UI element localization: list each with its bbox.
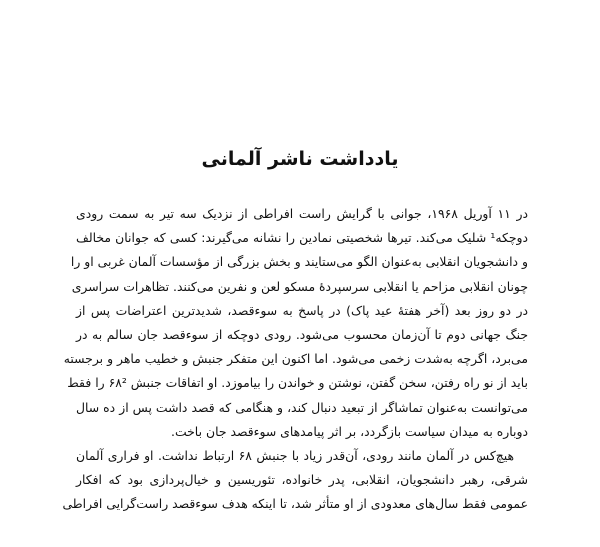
- paragraph-line: دوچکه¹ شلیک می‌کند. تیرها شخصیتی نمادین را نشانه می‌گیرند: کسی که جوانان مخالف: [76, 230, 528, 246]
- paragraph-line: باید از نو راه رفتن، سخن گفتن، نوشتن و خواندن را بیاموزد. او اتفاقات جنبش ۶۸² را فقط: [67, 375, 528, 391]
- paragraph-line: دوباره به میدان سیاست بازگردد، بر اثر پیامدهای سوءقصد جان باخت.: [171, 423, 528, 439]
- paragraph-line: در دو روز بعد (آخر هفتهٔ عید پاک) در پاسخ به سوءقصد، شدیدترین اعتراضات پس از: [76, 302, 528, 318]
- paragraph-line: شرقی، رهبر دانشجویان، انقلابی، پدر خانواده، تئوریسین و خیال‌پردازی بود که افکار: [76, 472, 528, 488]
- page-title: یادداشت ناشر آلمانی: [201, 148, 399, 170]
- paragraph-line: می‌برد، اگرچه به‌شدت زخمی می‌شود. اما اکنون این متفکر جنبش و خطیب ماهر و برجسته: [63, 351, 528, 367]
- paragraph-line: می‌توانست به‌عنوان تماشاگر از تبعید دنبال کند، و هنگامی که قصد داشت پس از ده سال: [76, 399, 528, 415]
- paragraph-line: عمومی فقط سال‌های معدودی از او متأثر شد، تا اینکه هدف سوءقصد راست‌گرایی افراطی: [62, 496, 528, 512]
- paragraph-line: چونان انقلابی مزاحم یا انقلابی سرسپردهٔ مسکو لعن و نفرین می‌کنند. تظاهرات سراسری: [71, 278, 528, 294]
- paragraph-line: و دانشجویان انقلابی به‌عنوان الگو می‌ستایند و بخش بزرگی از مؤسسات آلمان غربی او را: [70, 254, 528, 270]
- paragraph-line: جنگ جهانی دوم تا آن‌زمان محسوب می‌شود. رودی دوچکه از سوءقصد جان سالم به در: [76, 326, 528, 342]
- paragraph-line: در ۱۱ آوریل ۱۹۶۸، جوانی با گرایش راست افراطی از نزدیک سه تیر به سمت رودی: [76, 206, 528, 221]
- paragraph-line: هیچ‌کس در آلمان مانند رودی، آن‌قدر زیاد با جنبش ۶۸ ارتباط نداشت. او فراری آلمان: [76, 447, 514, 463]
- body-text: [62, 202, 528, 516]
